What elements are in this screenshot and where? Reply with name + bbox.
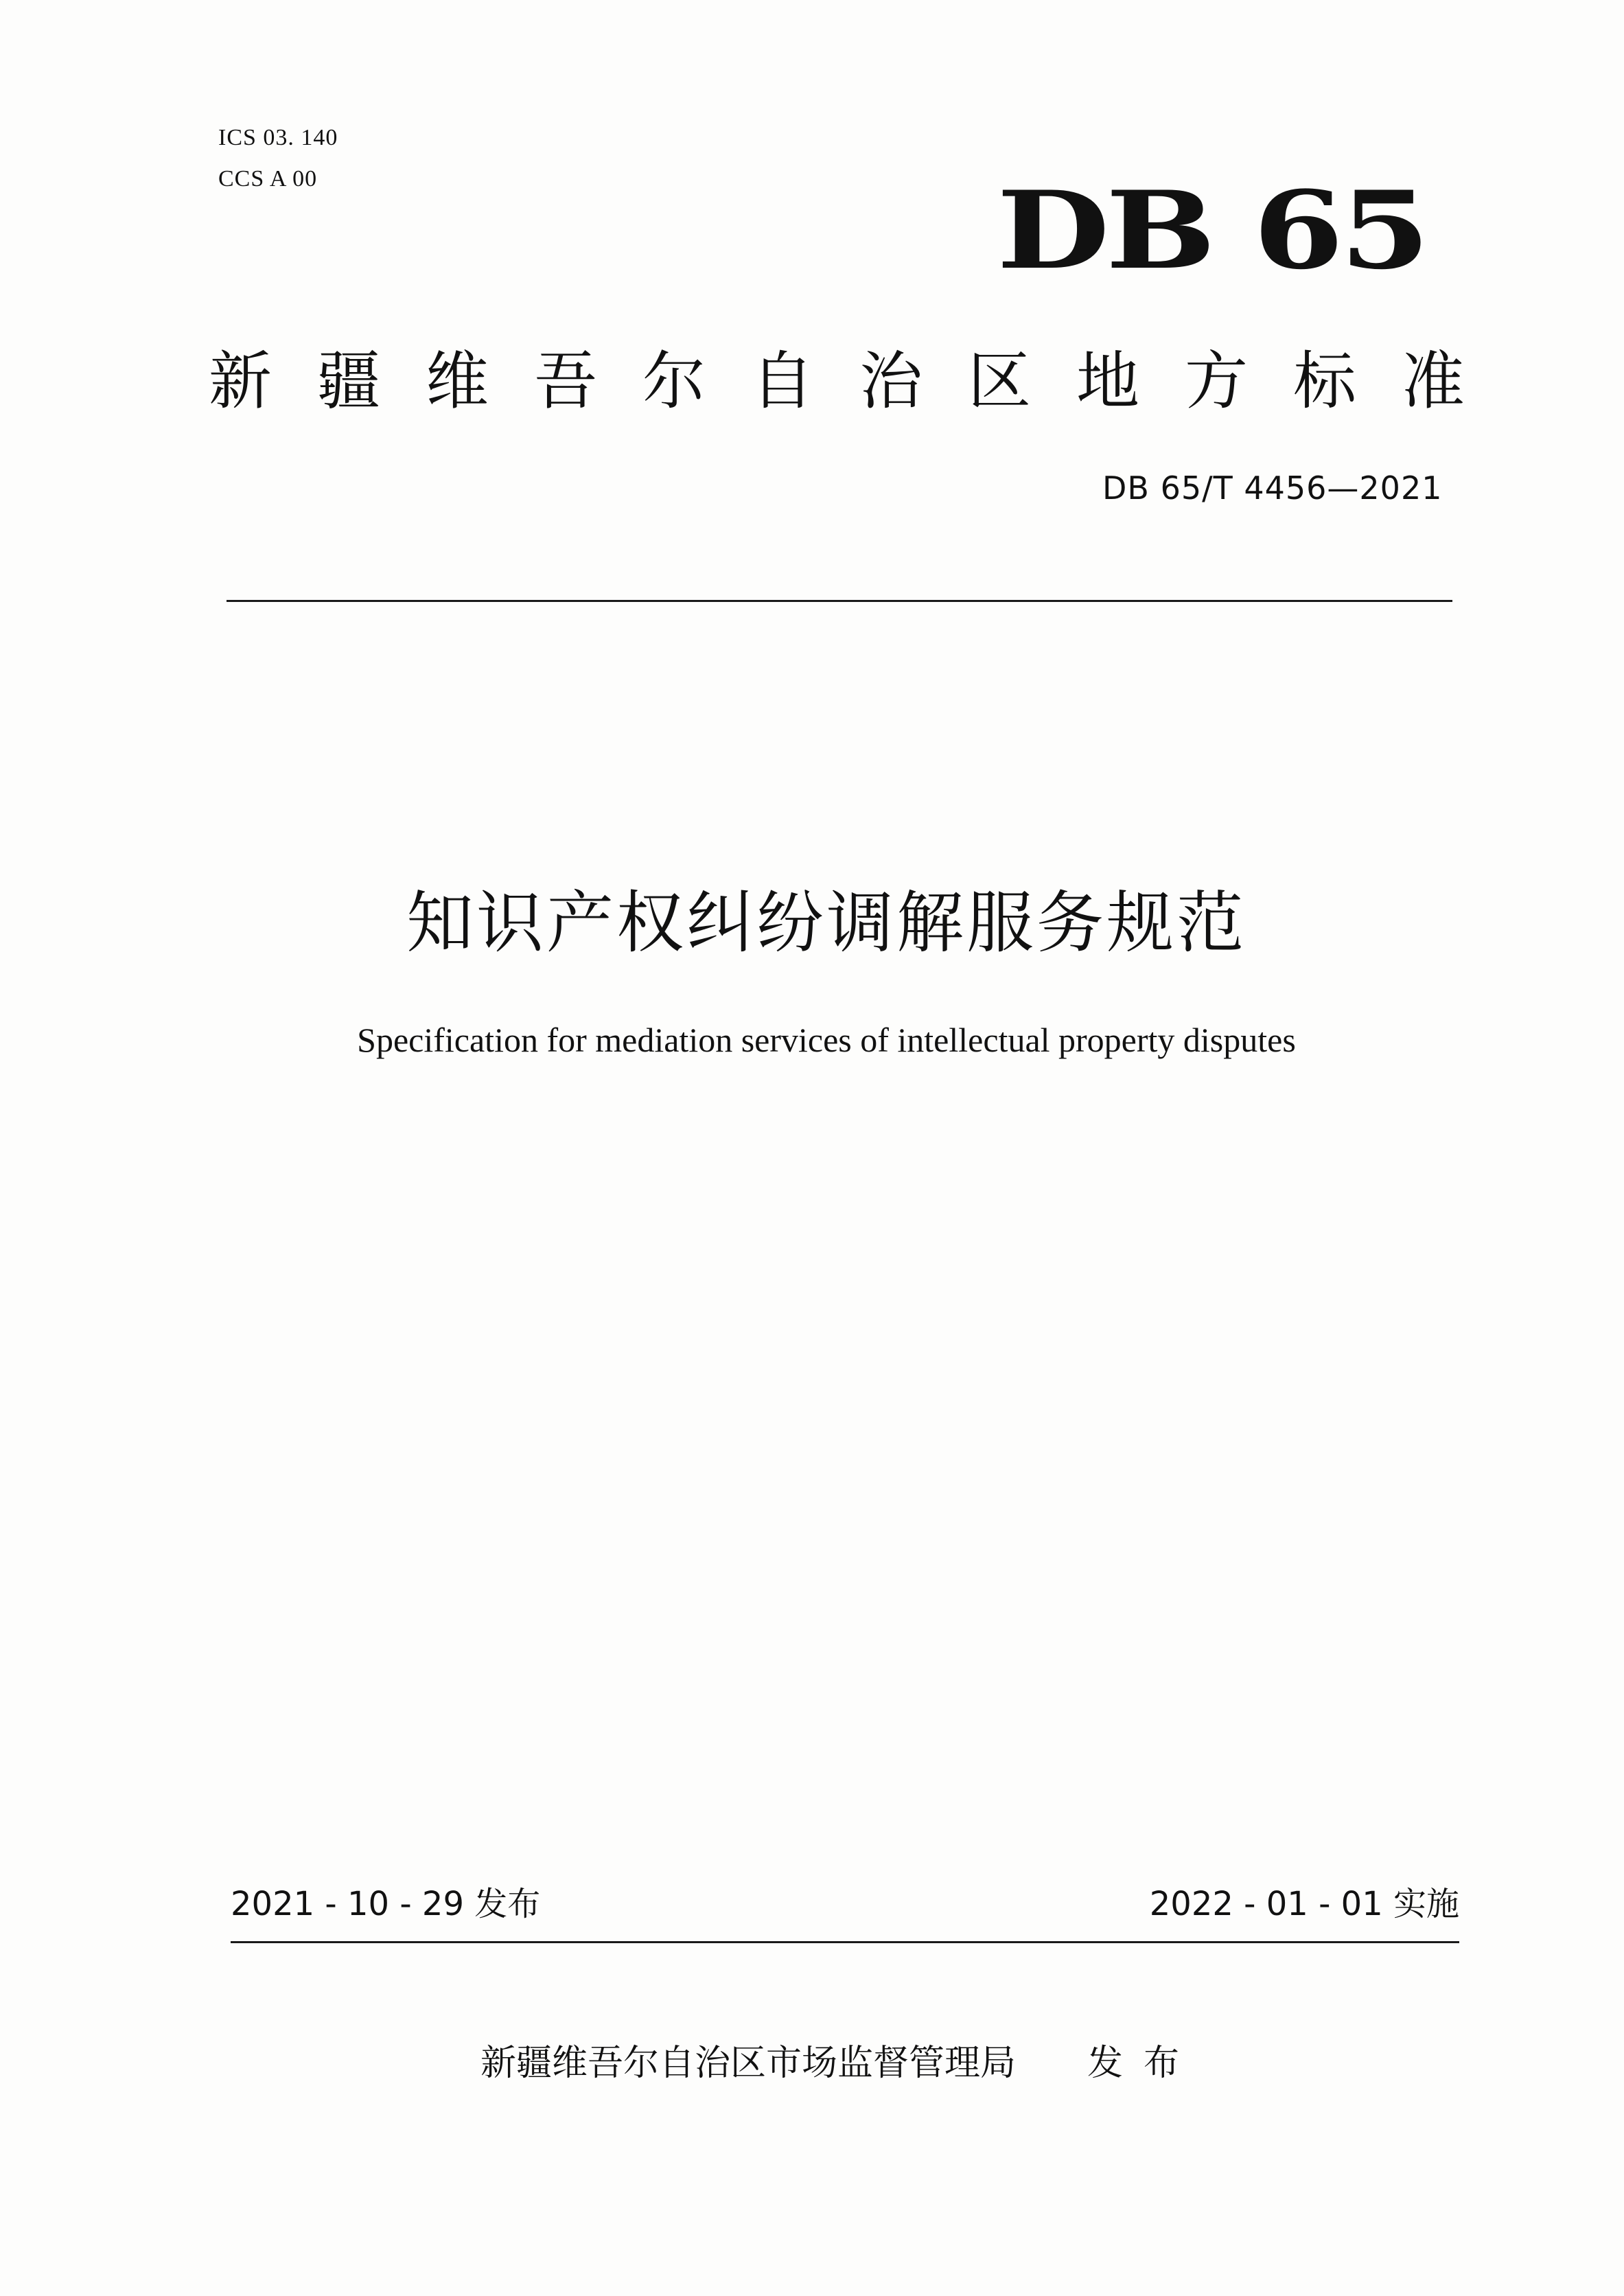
document-title-english: Specification for mediation services of intellectual property disputes [357,1021,1296,1059]
standard-authority-heading: 新疆维吾尔自治区地方标准 [209,345,1511,418]
ccs-code: CCS A 00 [218,166,318,192]
ics-code: ICS 03. 140 [218,125,338,150]
bottom-divider [231,1941,1459,1943]
issue-action: 发布 [1087,2043,1200,2084]
issuing-agency: 新疆维吾尔自治区市场监督管理局 [480,2043,1017,2084]
standard-number: DB 65/T 4456—2021 [1102,469,1443,507]
db65-logo: DB 65 [997,167,1426,293]
document-title-chinese: 知识产权纠纷调解服务规范 [406,884,1246,962]
top-divider [227,600,1452,602]
issue-date: 2021 - 10 - 29 发布 [231,1885,541,1923]
implementation-date: 2022 - 01 - 01 实施 [1149,1885,1459,1923]
